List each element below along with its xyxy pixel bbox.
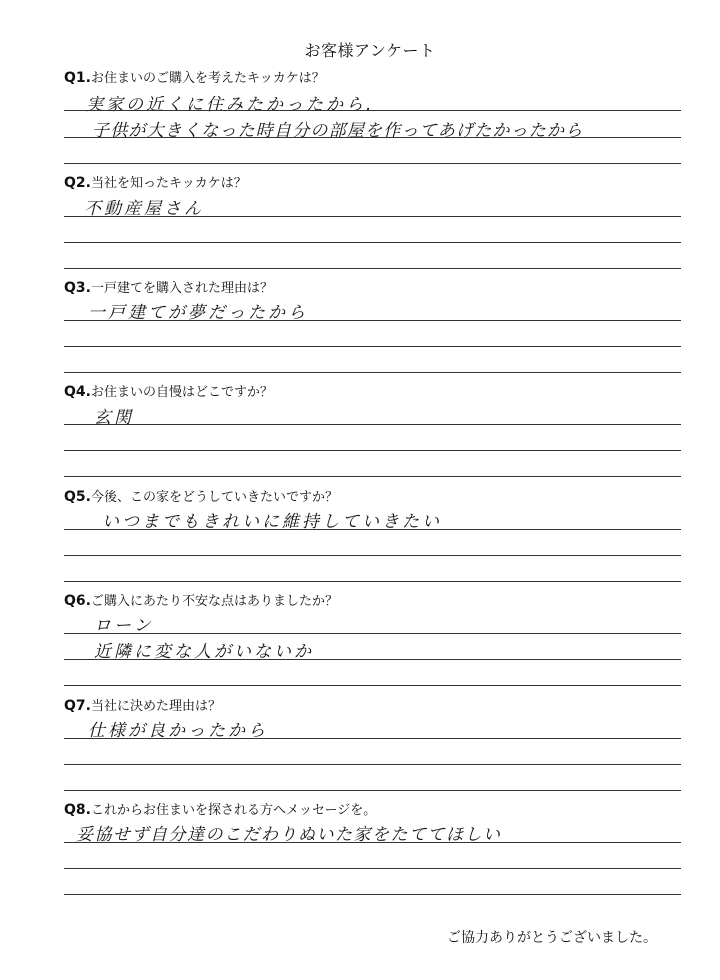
question-4 — [64, 381, 273, 400]
thank-you-note: ご協力ありがとうございました。 — [447, 930, 657, 946]
answer-line — [64, 372, 681, 373]
question-number: Q1. — [64, 70, 91, 86]
question-number: Q4. — [64, 384, 91, 400]
answer-line — [64, 633, 681, 634]
answer-line — [64, 659, 681, 660]
answer-line — [64, 764, 681, 765]
answer-line — [64, 110, 681, 111]
question-text: ご購入にあたり不安な点はありましたか？ — [90, 594, 338, 609]
question-number: Q5. — [64, 489, 91, 505]
question-number: Q6. — [64, 593, 91, 609]
answer-line — [64, 581, 681, 582]
question-1 — [64, 67, 325, 86]
answer-line — [64, 790, 681, 791]
question-text: 当社を知ったキッカケは？ — [90, 176, 247, 191]
answer-line — [64, 242, 681, 243]
answer-4-line-1: 玄関 — [94, 408, 134, 428]
answer-2-line-1: 不動産屋さん — [84, 199, 204, 219]
question-text: これからお住まいを探される方へメッセージを。 — [90, 803, 377, 818]
answer-line — [64, 216, 681, 217]
question-8 — [64, 799, 376, 818]
answer-line — [64, 685, 681, 686]
answer-5-line-1: いつまでもきれいに維持していきたい — [102, 512, 442, 532]
question-text: 今後、この家をどうしていきたいですか？ — [90, 490, 338, 505]
survey-title: お客様アンケート — [304, 41, 436, 60]
answer-line — [64, 320, 681, 321]
answer-line — [64, 894, 681, 895]
question-2 — [64, 172, 247, 191]
question-text: 当社に決めた理由は？ — [90, 699, 221, 714]
answer-7-line-1: 仕様が良かったから — [88, 721, 268, 741]
answer-line — [64, 163, 681, 164]
question-6 — [64, 590, 338, 609]
answer-6-line-1: ローン — [94, 616, 154, 636]
question-3 — [64, 277, 273, 296]
answer-line — [64, 738, 681, 739]
question-number: Q3. — [64, 280, 91, 296]
answer-1-line-2: 子供が大きくなった時自分の部屋を作ってあげたかったから — [92, 121, 584, 141]
question-7 — [64, 695, 221, 714]
question-text: お住まいの自慢はどこですか？ — [90, 385, 273, 400]
answer-line — [64, 346, 681, 347]
answer-line — [64, 842, 681, 843]
answer-line — [64, 424, 681, 425]
answer-8-line-1: 妥協せず自分達のこだわりぬいた家をたててほしい — [76, 825, 502, 845]
question-number: Q2. — [64, 175, 91, 191]
question-number: Q7. — [64, 698, 91, 714]
question-text: 一戸建てを購入された理由は？ — [90, 281, 273, 296]
question-number: Q8. — [64, 802, 91, 818]
answer-line — [64, 476, 681, 477]
answer-line — [64, 137, 681, 138]
answer-6-line-2: 近隣に変な人がいないか — [94, 642, 314, 662]
answer-line — [64, 555, 681, 556]
answer-line — [64, 868, 681, 869]
answer-3-line-1: 一戸建てが夢だったから — [88, 303, 308, 323]
question-5 — [64, 486, 338, 505]
answer-line — [64, 268, 681, 269]
answer-line — [64, 450, 681, 451]
answer-line — [64, 529, 681, 530]
question-text: お住まいのご購入を考えたキッカケは？ — [90, 71, 325, 86]
answer-1-line-1: 実家の近くに住みたかったから. — [86, 95, 375, 115]
